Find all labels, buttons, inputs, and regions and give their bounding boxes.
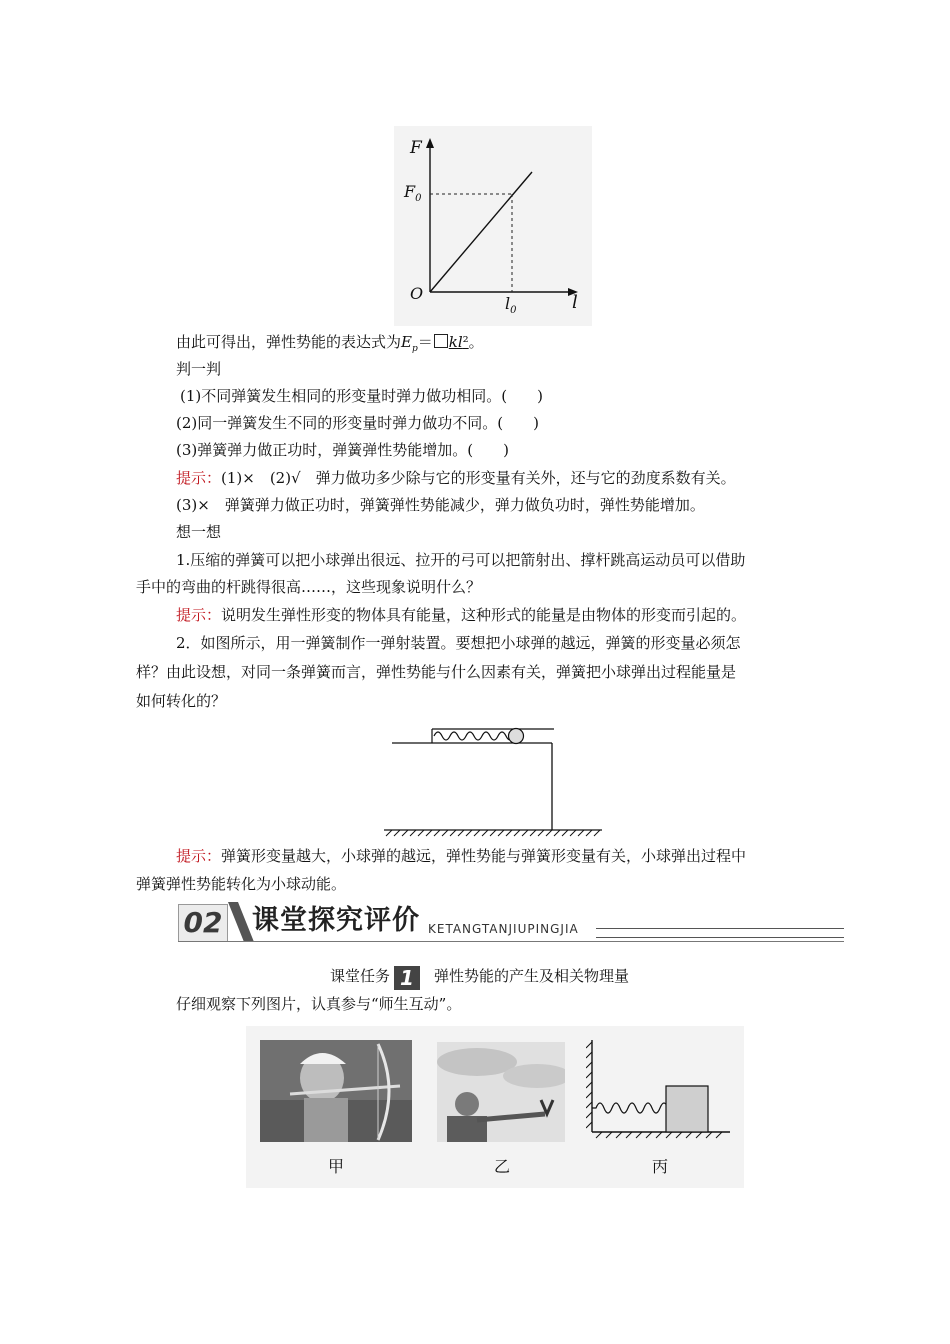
caption-yi: 乙 xyxy=(493,1157,510,1176)
q1-line1: 1.压缩的弹簧可以把小球弹出很远、拉开的弓可以把箭射出、撑杆跳高运动员可以借助 xyxy=(176,551,746,569)
force-extension-graph xyxy=(394,126,592,326)
q2-line1: 2．如图所示，用一弹簧制作一弹射装置。要想把小球弹的越远，弹簧的形变量必须怎 xyxy=(176,634,741,652)
origin-label: O xyxy=(410,284,424,303)
hint-label: 提示： xyxy=(176,469,222,487)
hint-label-a1: 提示： xyxy=(176,606,222,624)
spring-launcher-figure xyxy=(374,716,610,838)
force-line xyxy=(430,172,532,292)
think-heading: 想一想 xyxy=(176,523,222,541)
launcher-svg xyxy=(374,716,610,838)
spring-block-figure xyxy=(586,1034,734,1146)
judge-item-2: (2)同一弹簧发生不同的形变量时弹力做功不同。( ) xyxy=(176,414,539,432)
banner-underline xyxy=(178,941,844,942)
judge-item-1: (1)不同弹簧发生相同的形变量时弹力做功相同。( ) xyxy=(180,387,543,405)
formula-answer: kl² xyxy=(433,333,469,351)
judge-hint-2: (3)× 弹簧弹力做正功时，弹簧弹性势能减少，弹力做负功时，弹性势能增加。 xyxy=(176,496,705,514)
a1-line xyxy=(176,605,746,625)
q1-line2: 手中的弯曲的杆跳得很高……，这些现象说明什么？ xyxy=(136,578,482,596)
a2-line2: 弹簧弹性势能转化为小球动能。 xyxy=(136,875,347,893)
blank-box xyxy=(434,334,448,348)
a2-text-1: 弹簧形变量越大，小球弹的越远，弹性势能与弹簧形变量有关，小球弹出过程中 xyxy=(221,847,747,865)
ep-symbol: $E_p$ xyxy=(401,333,418,354)
f0-label: $F_0$ xyxy=(404,182,422,205)
caption-jia: 甲 xyxy=(327,1157,344,1176)
judge-hint-1 xyxy=(176,468,736,488)
banner-title: 课堂探究评价 xyxy=(252,905,420,936)
graph-svg xyxy=(394,126,592,326)
task-heading xyxy=(330,964,629,990)
q2-line3: 如何转化的？ xyxy=(136,692,227,710)
q2-line2: 样？由此设想，对同一条弹簧而言，弹性势能与什么因素有关，弹簧把小球弹出过程能量是 xyxy=(136,663,737,681)
banner-rule xyxy=(596,928,844,938)
x-axis-label: l xyxy=(572,292,578,313)
a2-line1 xyxy=(176,846,746,866)
formula-period: 。 xyxy=(468,333,484,351)
equals-sign: ＝ xyxy=(417,333,433,351)
judge-item-3: (3)弹簧弹力做正功时，弹簧弹性势能增加。( ) xyxy=(176,441,509,459)
instruction-line: 仔细观察下列图片，认真参与“师生互动”。 xyxy=(176,995,462,1013)
hint-label-a2: 提示： xyxy=(176,847,222,865)
formula-prefix: 由此可得出，弹性势能的表达式为 xyxy=(176,333,402,351)
banner-number: 02 xyxy=(178,904,228,942)
judge-heading: 判一判 xyxy=(176,360,222,378)
y-axis-label: F xyxy=(410,138,422,158)
ground-hatch xyxy=(386,830,600,836)
ball xyxy=(509,729,524,744)
pictures-panel xyxy=(246,1026,744,1188)
archer-photo xyxy=(260,1040,412,1142)
slingshot-photo xyxy=(437,1042,565,1142)
a1-text: 说明发生弹性形变的物体具有能量，这种形式的能量是由物体的形变而引起的。 xyxy=(221,606,747,624)
l0-label: $l_0$ xyxy=(505,294,517,317)
task-prefix: 课堂任务 xyxy=(330,967,391,985)
y-axis-arrow xyxy=(426,138,434,148)
caption-bing: 丙 xyxy=(651,1157,668,1176)
task-title: 弹性势能的产生及相关物理量 xyxy=(434,967,630,985)
banner-pinyin: KETANGTANJIUPINGJIA xyxy=(428,922,579,936)
task-number: 1 xyxy=(394,966,420,990)
judge-hint-text-1: (1)× (2)√ 弹力做功多少除与它的形变量有关外，还与它的劲度系数有关。 xyxy=(221,469,736,487)
formula-line xyxy=(176,332,484,359)
